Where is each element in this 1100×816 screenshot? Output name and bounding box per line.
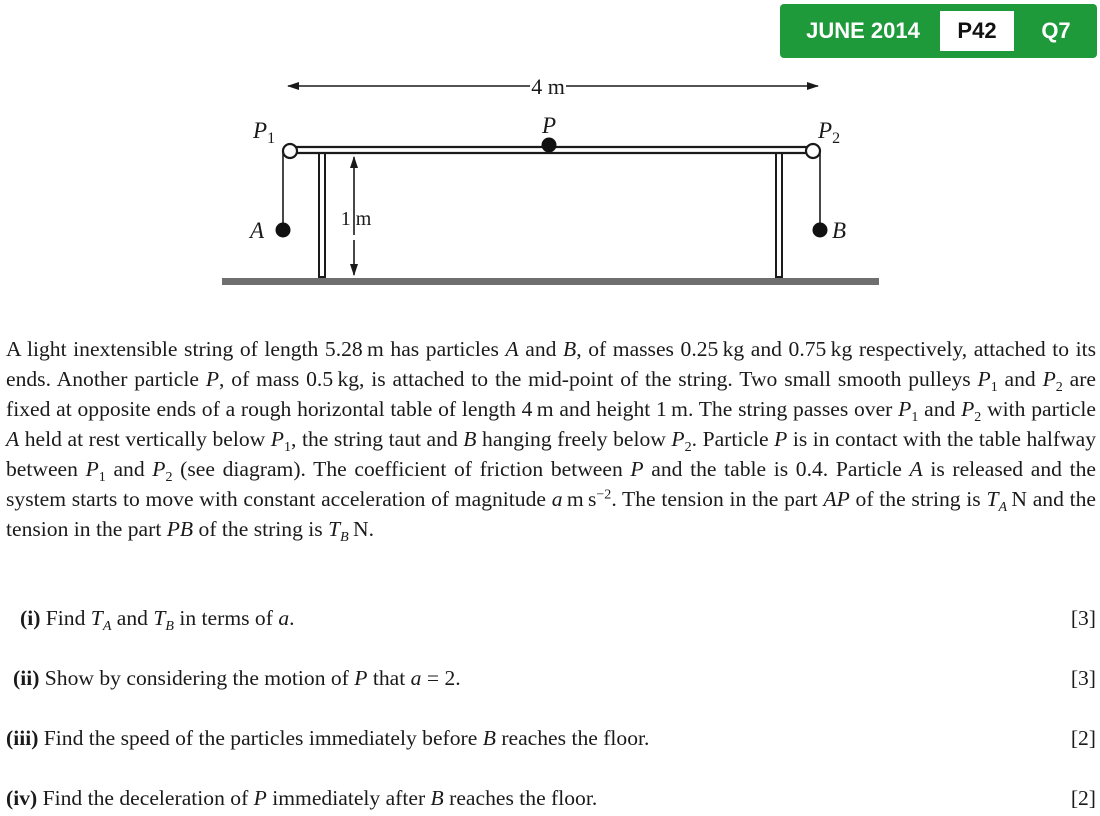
- table-height-label: 1 m: [340, 208, 372, 230]
- particle-p: [542, 138, 557, 153]
- question-part-ii: (ii) Show by considering the motion of P that a = 2. [3]: [6, 662, 1096, 694]
- table-leg-left: [319, 153, 325, 277]
- particle-a-label: A: [250, 218, 265, 243]
- pulley-1-label: $P_1$: [253, 118, 276, 147]
- particle-p-label: P: [541, 113, 557, 138]
- pulley-2-label: $P_2$: [818, 118, 841, 147]
- particle-a: [276, 223, 291, 238]
- question-passage: A light inextensible string of length 5.28 m has particles A and B, of masses 0.25 kg and 0.75 kg respectively, attached to its ends. Another particle P, of mass 0.5 kg, is attached to the mid-point of the string. Two small smooth pulleys $P_1$ and $P_2$ are fixed at opposite ends of a rough horizontal table of length 4 m and height 1 m. The string passes over $P_1$ and $P_2$ with particle A held at rest vertically below $P_1$, the string taut and B hanging freely below $P_2$. Particle P is in contact with the table halfway between $P_1$ and $P_2$ (see diagram). The coefficient of friction between P and the table is 0.4. Particle A is released and the system starts to move with constant acceleration of magnitude a m $s^{-2}$. The tension in the part AP of the string is $T_A$ N and the tension in the part PB of the string is $T_B$ N.: [6, 337, 1097, 545]
- paper-number-label: P42: [940, 11, 1014, 51]
- pulley-1: [283, 144, 297, 158]
- table-height-dimension: [341, 157, 372, 275]
- pulley-2: [806, 144, 820, 158]
- particle-b: [813, 223, 828, 238]
- exam-session-label: JUNE 2014: [806, 18, 920, 43]
- question-reference-badge: [780, 4, 1097, 58]
- question-part-iii: (iii) Find the speed of the particles immediately before B reaches the floor. [2]: [6, 722, 1096, 754]
- table-length-label: 4 m: [531, 74, 565, 99]
- question-number-label: Q7: [1041, 18, 1071, 43]
- marks-label: [3]: [1070, 606, 1096, 630]
- table-leg-right: [776, 153, 782, 277]
- floor: [222, 278, 879, 285]
- particle-b-label: B: [832, 218, 847, 243]
- marks-label: [2]: [1070, 786, 1096, 810]
- table-length-dimension: [288, 74, 818, 99]
- marks-label: [2]: [1070, 726, 1096, 750]
- question-part-iv: (iv) Find the deceleration of P immediately after B reaches the floor. [2]: [6, 782, 1096, 814]
- question-part-i: (i) Find $T_A$ and $T_B$ in terms of a. [3]: [6, 602, 1096, 634]
- table-pulley-diagram: [0, 60, 1100, 300]
- marks-label: [3]: [1070, 666, 1096, 690]
